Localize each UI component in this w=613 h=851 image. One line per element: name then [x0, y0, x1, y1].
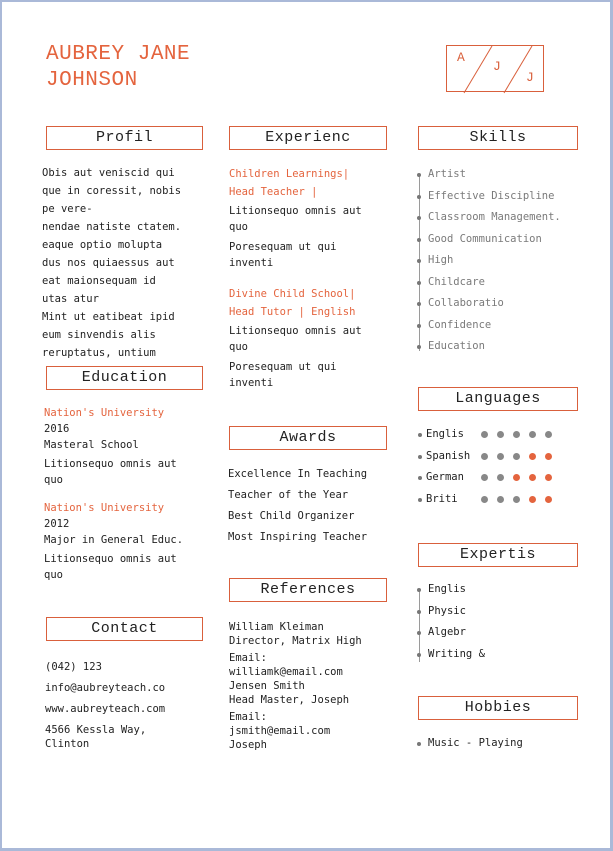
experience-role: Head Teacher | [229, 186, 318, 198]
proficiency-dot [545, 453, 552, 460]
proficiency-dot [545, 431, 552, 438]
proficiency-dot [545, 496, 552, 503]
proficiency-dot [529, 453, 536, 460]
reference-name: William Kleiman [229, 621, 324, 633]
expertise-list [419, 582, 579, 670]
experience-desc: Litionsequo omnis aut [229, 325, 362, 337]
education-year: 2012 [44, 518, 70, 530]
award-item: Best Child Organizer [228, 510, 355, 522]
education-heading: Education [46, 366, 203, 390]
expertise-item: Physic [419, 604, 579, 626]
profile-line: dus nos quiaessus aut [42, 257, 175, 269]
skill-item: Good Communication [419, 232, 579, 254]
education-desc: Litionsequo omnis aut [44, 458, 177, 470]
profile-line: eat maionsequam id [42, 275, 156, 287]
award-item: Teacher of the Year [228, 489, 349, 501]
language-name: Briti [426, 493, 458, 505]
skill-item: Effective Discipline [419, 189, 579, 211]
experience-entry [229, 285, 389, 395]
proficiency-dot [529, 496, 536, 503]
profile-line: eum sinvendis alis [42, 329, 156, 341]
experience-company: Children Learnings| [229, 168, 350, 180]
experience-desc: inventi [229, 257, 274, 269]
experience-company: Divine Child School| [229, 288, 356, 300]
contact-details [45, 657, 205, 750]
skills-list [419, 167, 579, 359]
profile-line: utas atur [42, 293, 99, 305]
experience-desc: Litionsequo omnis aut [229, 205, 362, 217]
profile-heading: Profil [46, 126, 203, 150]
proficiency-dot [529, 474, 536, 481]
proficiency-dot [481, 496, 488, 503]
reference-role: Head Master, Joseph [229, 694, 350, 706]
reference-role: Director, Matrix High [229, 635, 362, 647]
language-name: Englis [426, 428, 464, 440]
education-desc: Litionsequo omnis aut [44, 553, 177, 565]
resume-name [46, 42, 190, 94]
education-degree: Major in General Educ. [44, 534, 184, 546]
expertise-item: Algebr [419, 625, 579, 647]
skill-item: High [419, 253, 579, 275]
reference-email-label: Email: [229, 652, 267, 664]
references-heading: References [229, 578, 387, 602]
languages-heading: Languages [418, 387, 578, 411]
monogram-letter-j1: J [493, 59, 501, 74]
language-bullet [418, 498, 422, 502]
language-row [418, 493, 578, 513]
education-degree: Masteral School [44, 439, 139, 451]
education-desc: quo [44, 474, 63, 486]
proficiency-dot [481, 474, 488, 481]
proficiency-dot [497, 431, 504, 438]
profile-text [42, 164, 202, 359]
award-item: Most Inspiring Teacher [228, 531, 368, 543]
references-list [229, 620, 395, 751]
proficiency-dot [545, 474, 552, 481]
awards-heading: Awards [229, 426, 387, 450]
proficiency-dot [497, 474, 504, 481]
contact-heading: Contact [46, 617, 203, 641]
reference-email: williamk@email.com [229, 666, 343, 678]
proficiency-dot [529, 431, 536, 438]
education-entry [44, 500, 204, 586]
language-bullet [418, 476, 422, 480]
monogram-letter-a: A [457, 50, 465, 65]
language-row [418, 450, 578, 470]
monogram-logo [446, 45, 544, 92]
experience-desc: quo [229, 221, 248, 233]
proficiency-dot [513, 496, 520, 503]
education-entry [44, 405, 204, 491]
experience-desc: Poresequam ut qui [229, 361, 337, 373]
expertise-item: Englis [419, 582, 579, 604]
experience-desc: inventi [229, 377, 274, 389]
awards-list [228, 464, 394, 552]
education-school: Nation's University [44, 407, 165, 419]
languages-list [418, 428, 578, 518]
skill-item: Education [419, 339, 579, 361]
skill-item: Confidence [419, 318, 579, 340]
profile-line: nendae natiste ctatem. [42, 221, 182, 233]
contact-address: Clinton [45, 738, 90, 750]
experience-desc: quo [229, 341, 248, 353]
reference-email: jsmith@email.com [229, 725, 331, 737]
hobbies-list [419, 736, 579, 749]
profile-line: Mint ut eatibeat ipid [42, 311, 175, 323]
skill-item: Artist [419, 167, 579, 189]
experience-desc: Poresequam ut qui [229, 241, 337, 253]
experience-role: Head Tutor | English [229, 306, 356, 318]
experience-heading: Experienc [229, 126, 387, 150]
language-row [418, 428, 578, 448]
language-name: Spanish [426, 450, 471, 462]
proficiency-dot [513, 474, 520, 481]
skills-heading: Skills [418, 126, 578, 150]
name-line-1: AUBREY JANE [46, 43, 191, 66]
language-bullet [418, 433, 422, 437]
expertise-heading: Expertis [418, 543, 578, 567]
skill-item: Collaboratio [419, 296, 579, 318]
contact-phone: (042) 123 [45, 661, 102, 673]
expertise-item: Writing & [419, 647, 579, 669]
award-item: Excellence In Teaching [228, 468, 368, 480]
profile-line: pe vere- [42, 203, 93, 215]
language-row [418, 471, 578, 491]
skill-item: Childcare [419, 275, 579, 297]
language-name: German [426, 471, 464, 483]
monogram-letter-j2: J [526, 70, 534, 85]
hobby-item: Music - Playing [419, 736, 579, 758]
profile-line: que in coressit, nobis [42, 185, 182, 197]
education-year: 2016 [44, 423, 70, 435]
proficiency-dot [497, 496, 504, 503]
hobbies-heading: Hobbies [418, 696, 578, 720]
proficiency-dot [513, 431, 520, 438]
reference-name: Joseph [229, 739, 267, 751]
profile-line: reruptatus, untium [42, 347, 156, 359]
contact-website: www.aubreyteach.com [45, 703, 166, 715]
education-desc: quo [44, 569, 63, 581]
proficiency-dot [513, 453, 520, 460]
proficiency-dot [497, 453, 504, 460]
contact-email: info@aubreyteach.co [45, 682, 166, 694]
profile-line: Obis aut veniscid qui [42, 167, 175, 179]
education-school: Nation's University [44, 502, 165, 514]
experience-entry [229, 165, 389, 275]
language-bullet [418, 455, 422, 459]
proficiency-dot [481, 431, 488, 438]
proficiency-dot [481, 453, 488, 460]
skill-item: Classroom Management. [419, 210, 579, 232]
profile-line: eaque optio molupta [42, 239, 163, 251]
name-line-2: JOHNSON [46, 69, 138, 92]
reference-email-label: Email: [229, 711, 267, 723]
contact-address: 4566 Kessla Way, [45, 724, 147, 736]
reference-name: Jensen Smith [229, 680, 305, 692]
